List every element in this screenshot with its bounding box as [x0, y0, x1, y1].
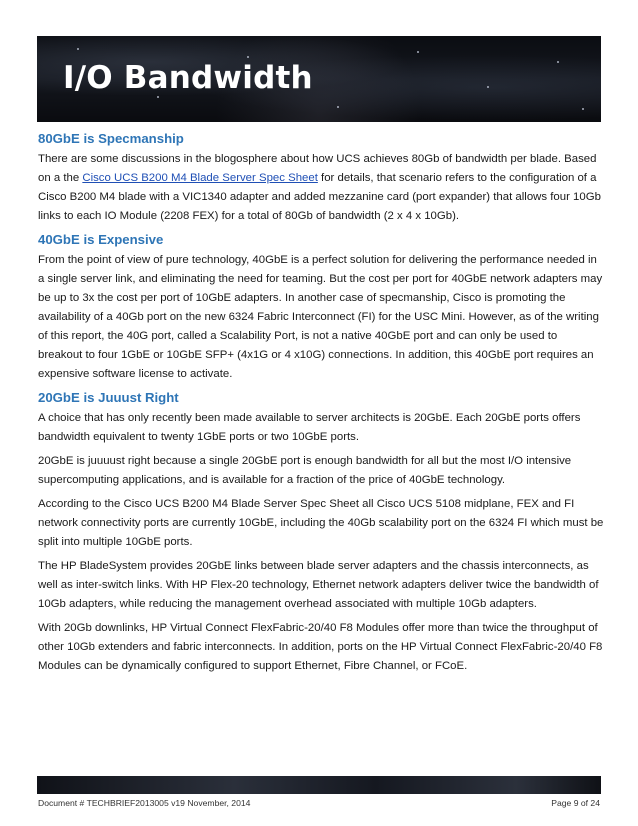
section-heading-80gbe: 80GbE is Specmanship — [38, 131, 184, 146]
footer-banner — [37, 776, 601, 794]
star-decoration — [77, 48, 79, 50]
star-decoration — [582, 108, 584, 110]
star-decoration — [487, 86, 489, 88]
star-decoration — [247, 56, 249, 58]
star-decoration — [157, 96, 159, 98]
paragraph: 20GbE is juuuust right because a single 20GbE port is enough bandwidth for all but the most I/O intensive supercomputing applications, and is available for a fraction of the price of 40GbE technology. — [38, 455, 572, 486]
document-number: Document # TECHBRIEF2013005 v19 November, 2014 — [38, 798, 251, 808]
paragraph-text: There are some discussions in the blogosphere about how UCS achieves 80Gb of bandwidth per blade. Based on a the — [38, 153, 597, 184]
paragraph: The HP BladeSystem provides 20GbE links between blade server adapters and the chassis interconnects, as well as inter-switch links. With HP Flex-20 technology, Ethernet network adapters deliver twice the bandwidth of 10Gb adapters, while reducing the management overhead associated with multiple 10Gb adapters. — [38, 560, 599, 610]
section-heading-20gbe: 20GbE is Juuust Right — [38, 390, 179, 405]
spec-sheet-link[interactable]: Cisco UCS B200 M4 Blade Server Spec Sheet — [82, 172, 318, 184]
header-banner — [37, 36, 601, 122]
paragraph-text: for details, that scenario refers to the configuration of a Cisco B200 M4 blade with a VIC1340 adapter and added mezzanine card (port expander) that allows four 10Gb links to each IO Module (2208 FEX) for a total of 80Gb of bandwidth (2 x 4 x 10Gb). — [38, 172, 601, 222]
document-body — [38, 126, 604, 681]
page-number: Page 9 of 24 — [551, 798, 600, 808]
section-heading-40gbe: 40GbE is Expensive — [38, 232, 164, 247]
paragraph: From the point of view of pure technology, 40GbE is a perfect solution for delivering the performance needed in a single server link, and eliminating the need for teaming. But the cost per port for 40GbE network adapters may be up to 3x the cost per port of 10GbE adapters. In another case of specmanship, Cisco is promoting the availability of a 40Gb port on the new 6324 Fabric Interconnect (FI) for the USC Mini. However, as of the writing of this report, the 40G port, called a Scalability Port, is not a native 40GbE port and can only be used to breakout to four 1GbE or 10GbE SFP+ (4x1G or 4 x10G) connections. In addition, this 40GbE port requires an expensive software license to activate. — [38, 254, 603, 380]
star-decoration — [337, 106, 339, 108]
paragraph: A choice that has only recently been made available to server architects is 20GbE. Each 20GbE ports offers bandwidth equivalent to twenty 1GbE ports or two 10GbE ports. — [38, 412, 581, 443]
page-title: I/O Bandwidth — [63, 60, 313, 96]
paragraph — [38, 150, 604, 226]
paragraph: According to the Cisco UCS B200 M4 Blade Server Spec Sheet all Cisco UCS 5108 midplane, FEX and FI network connectivity ports are currently 10GbE, including the 40Gb scalability port on the 6324 FI which must be split into multiple 10GbE ports. — [38, 498, 604, 548]
paragraph: With 20Gb downlinks, HP Virtual Connect FlexFabric-20/40 F8 Modules offer more than twice the throughput of other 10Gb extenders and fabric interconnects. In addition, ports on the HP Virtual Connect FlexFabric-20/40 F8 Modules can be dynamically configured to support Ethernet, Fibre Channel, or FCoE. — [38, 622, 603, 672]
star-decoration — [417, 51, 419, 53]
star-decoration — [557, 61, 559, 63]
